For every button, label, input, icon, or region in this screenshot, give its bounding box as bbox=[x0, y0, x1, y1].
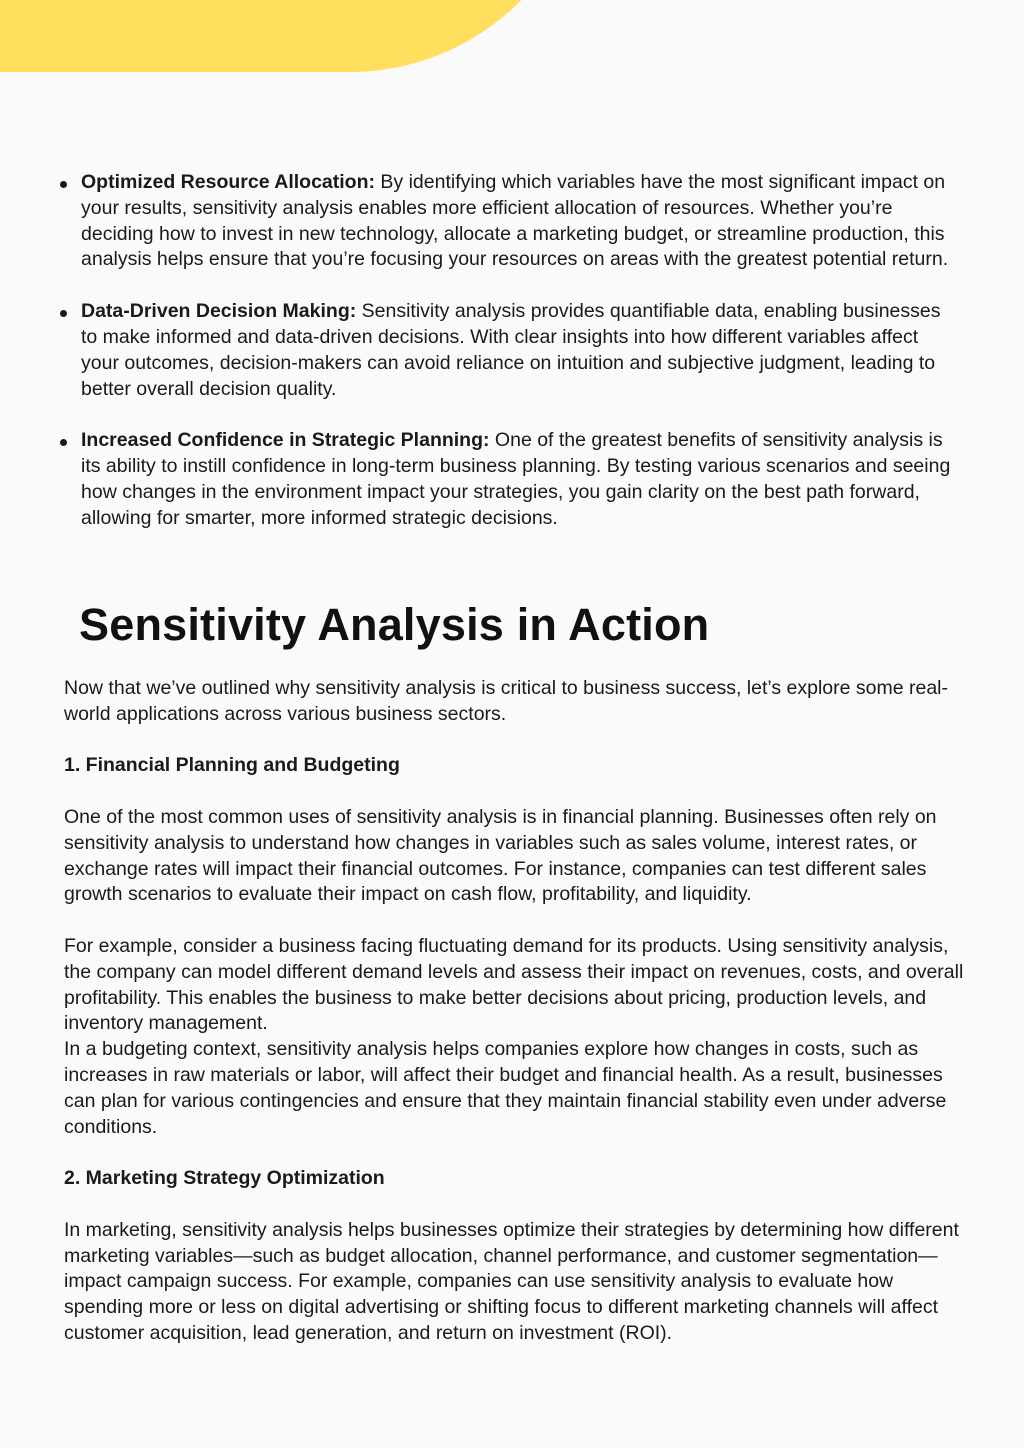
bullet-text: One of the greatest benefits of sensitivity analysis is its ability to instill confidence in long-term business planning. By testing various scenarios and seeing how changes in the environment impact your strategies, you gain clarity on the best path forward, allowing for smarter, more informed strategic decisions. bbox=[81, 429, 951, 529]
section-body bbox=[64, 676, 969, 1347]
list-item bbox=[60, 299, 960, 402]
bullet-title: Increased Confidence in Strategic Planning: bbox=[81, 429, 490, 452]
benefits-list bbox=[60, 170, 960, 558]
financial-paragraph-3: In a budgeting context, sensitivity analysis helps companies explore how changes in costs, such as increases in raw materials or labor, will affect their budget and financial health. As a result, businesses can plan for various contingencies and ensure that they maintain financial stability even under adverse conditions. bbox=[64, 1038, 947, 1138]
financial-paragraph-1: One of the most common uses of sensitivity analysis is in financial planning. Businesses often rely on sensitivity analysis to understand how changes in variables such as sales volume, interest rates, or exchange rates will impact their financial outcomes. For instance, companies can test different sales growth scenarios to evaluate their impact on cash flow, profitability, and liquidity. bbox=[64, 805, 937, 906]
subsection-heading-marketing: 2. Marketing Strategy Optimization bbox=[64, 1167, 385, 1190]
financial-paragraph-2: For example, consider a business facing fluctuating demand for its products. Using sensitivity analysis, the company can model different demand levels and assess their impact on revenues, costs, and overall profitability. This enables the business to make better decisions about pricing, production levels, and inventory management. bbox=[64, 934, 964, 1035]
list-item bbox=[60, 428, 960, 531]
decorative-corner-shape bbox=[0, 0, 590, 72]
marketing-paragraph-1: In marketing, sensitivity analysis helps businesses optimize their strategies by determining how different marketing variables—such as budget allocation, channel performance, and customer segmentation—impact campaign success. For example, companies can use sensitivity analysis to evaluate how spending more or less on digital advertising or shifting focus to different marketing channels will affect customer acquisition, lead generation, and return on investment (ROI). bbox=[64, 1218, 959, 1344]
bullet-title: Data-Driven Decision Making: bbox=[81, 300, 357, 323]
subsection-heading-financial: 1. Financial Planning and Budgeting bbox=[64, 754, 400, 777]
bullet-dot-icon bbox=[60, 439, 67, 446]
bullet-title: Optimized Resource Allocation: bbox=[81, 171, 375, 193]
section-title: Sensitivity Analysis in Action bbox=[79, 599, 710, 650]
list-item bbox=[60, 170, 960, 273]
bullet-text: By identifying which variables have the most significant impact on your results, sensitivity analysis enables more efficient allocation of resources. Whether you’re deciding how to invest in new technology, allocate a marketing budget, or streamline production, this analysis helps ensure that you’re focusing your resources on areas with the greatest potential return. bbox=[81, 171, 949, 271]
bullet-dot-icon bbox=[60, 181, 67, 188]
intro-paragraph: Now that we’ve outlined why sensitivity analysis is critical to business success, let’s explore some real-world applications across various business sectors. bbox=[64, 677, 949, 725]
bullet-dot-icon bbox=[60, 310, 67, 317]
bullet-text: Sensitivity analysis provides quantifiable data, enabling businesses to make informed and data-driven decisions. With clear insights into how different variables affect your outcomes, decision-makers can avoid reliance on intuition and subjective judgment, leading to better overall decision quality. bbox=[81, 300, 941, 400]
